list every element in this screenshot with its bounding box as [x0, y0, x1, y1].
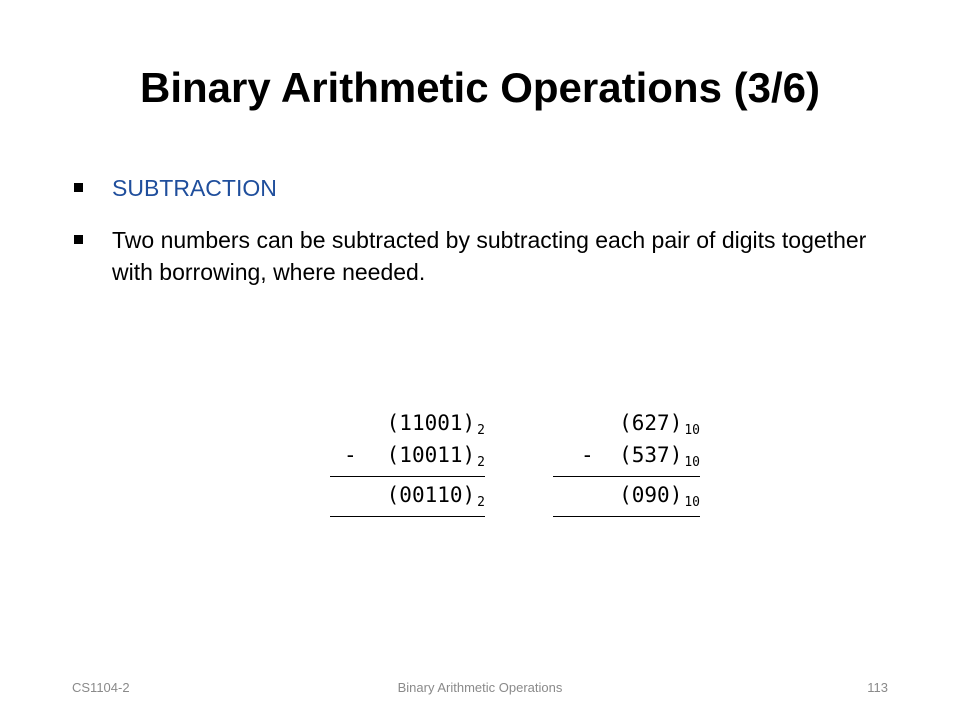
- binary-result-row: [387, 480, 485, 510]
- decimal-base: 10: [684, 495, 700, 510]
- binary-sum-rule: [330, 476, 485, 477]
- binary-subtraction-example: [330, 408, 485, 520]
- square-bullet-icon: [74, 183, 83, 192]
- decimal-subtraction-example: [553, 408, 700, 520]
- bullet-description: [72, 224, 872, 288]
- decimal-minuend: (627): [619, 411, 683, 435]
- binary-base: 2: [477, 455, 485, 470]
- footer-topic: Binary Arithmetic Operations: [397, 680, 563, 695]
- binary-minuend-row: [387, 408, 485, 438]
- bullet-subtraction: [72, 172, 872, 204]
- footer-page-number: 113: [867, 680, 888, 695]
- bullet-list: [72, 172, 872, 308]
- binary-subtrahend-row: [387, 440, 485, 470]
- decimal-base: 10: [684, 423, 700, 438]
- decimal-subtrahend-row: [619, 440, 700, 470]
- decimal-sum-rule: [553, 476, 700, 477]
- binary-bottom-rule: [330, 516, 485, 517]
- bullet-text: Two numbers can be subtracted by subtracting each pair of digits together with borrowing, where needed.: [112, 227, 867, 285]
- binary-subtrahend: (10011): [386, 443, 476, 467]
- decimal-minuend-row: [619, 408, 700, 438]
- bullet-text: SUBTRACTION: [112, 175, 277, 201]
- decimal-result: (090): [619, 483, 683, 507]
- decimal-subtrahend: (537): [619, 443, 683, 467]
- binary-base: 2: [477, 495, 485, 510]
- decimal-result-row: [619, 480, 700, 510]
- decimal-base: 10: [684, 455, 700, 470]
- square-bullet-icon: [74, 235, 83, 244]
- decimal-bottom-rule: [553, 516, 700, 517]
- binary-minus-sign: -: [344, 443, 357, 467]
- footer-course: CS1104-2: [72, 680, 130, 695]
- decimal-minus-sign: -: [581, 443, 594, 467]
- binary-minuend: (11001): [386, 411, 476, 435]
- slide-title: Binary Arithmetic Operations (3/6): [140, 64, 820, 111]
- binary-base: 2: [477, 423, 485, 438]
- binary-result: (00110): [386, 483, 476, 507]
